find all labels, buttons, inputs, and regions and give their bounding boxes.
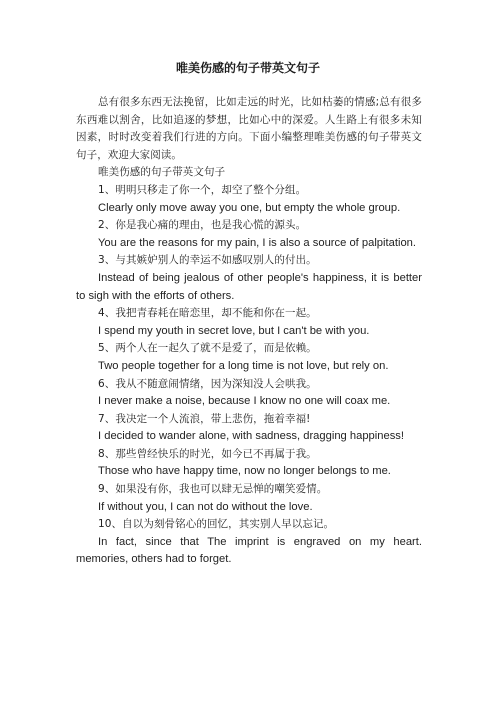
item-10-chinese: 10、自以为刻骨铭心的回忆，其实别人早以忘记。 (98, 518, 335, 531)
item-2-chinese: 2、你是我心痛的理由，也是我心慌的源头。 (98, 219, 307, 232)
item-10-english: In fact, since that The imprint is engraved on my heart. memories, others had to forget. (76, 535, 422, 566)
item-6-english: I never make a noise, because I know no one will coax me. (98, 395, 391, 408)
item-3-english: Instead of being jealous of other people's happiness, it is better to sigh with the efforts of others. (76, 271, 422, 302)
item-1-english: Clearly only move away you one, but empty the whole group. (98, 201, 401, 214)
intro-paragraph: 总有很多东西无法挽留，比如走远的时光，比如枯萎的情感;总有很多东西难以割舍，比如追逐的梦想，比如心中的深爱。人生路上有很多未知因素，时时改变着我们行进的方向。下面小编整理唯美伤感的句子带英文句子，欢迎大家阅读。 (76, 96, 422, 161)
item-1-chinese: 1、明明只移走了你一个，却空了整个分组。 (98, 183, 307, 196)
item-8-chinese: 8、那些曾经快乐的时光，如今已不再属于我。 (98, 447, 317, 460)
item-9-english: If without you, I can not do without the love. (98, 500, 313, 513)
item-7-chinese: 7、我决定一个人流浪，带上悲伤，拖着幸福! (98, 412, 311, 425)
item-2-english: You are the reasons for my pain, I is also a source of palpitation. (98, 236, 416, 249)
document-body (76, 94, 422, 569)
item-4-english: I spend my youth in secret love, but I can't be with you. (98, 324, 370, 337)
item-9-chinese: 9、如果没有你，我也可以肆无忌惮的嘲笑爱情。 (98, 483, 328, 496)
item-3-chinese: 3、与其嫉妒别人的幸运不如感叹别人的付出。 (98, 254, 317, 267)
section-subheading: 唯美伤感的句子带英文句子 (98, 166, 226, 179)
document-title: 唯美伤感的句子带英文句子 (175, 61, 320, 75)
item-5-english: Two people together for a long time is not love, but rely on. (98, 359, 389, 372)
item-8-english: Those who have happy time, now no longer belongs to me. (98, 465, 391, 478)
item-5-chinese: 5、两个人在一起久了就不是爱了，而是依赖。 (98, 342, 317, 355)
item-7-english: I decided to wander alone, with sadness, dragging happiness! (98, 430, 404, 443)
item-4-chinese: 4、我把青春耗在暗恋里，却不能和你在一起。 (98, 307, 317, 320)
item-6-chinese: 6、我从不随意闹情绪，因为深知没人会哄我。 (98, 377, 317, 390)
